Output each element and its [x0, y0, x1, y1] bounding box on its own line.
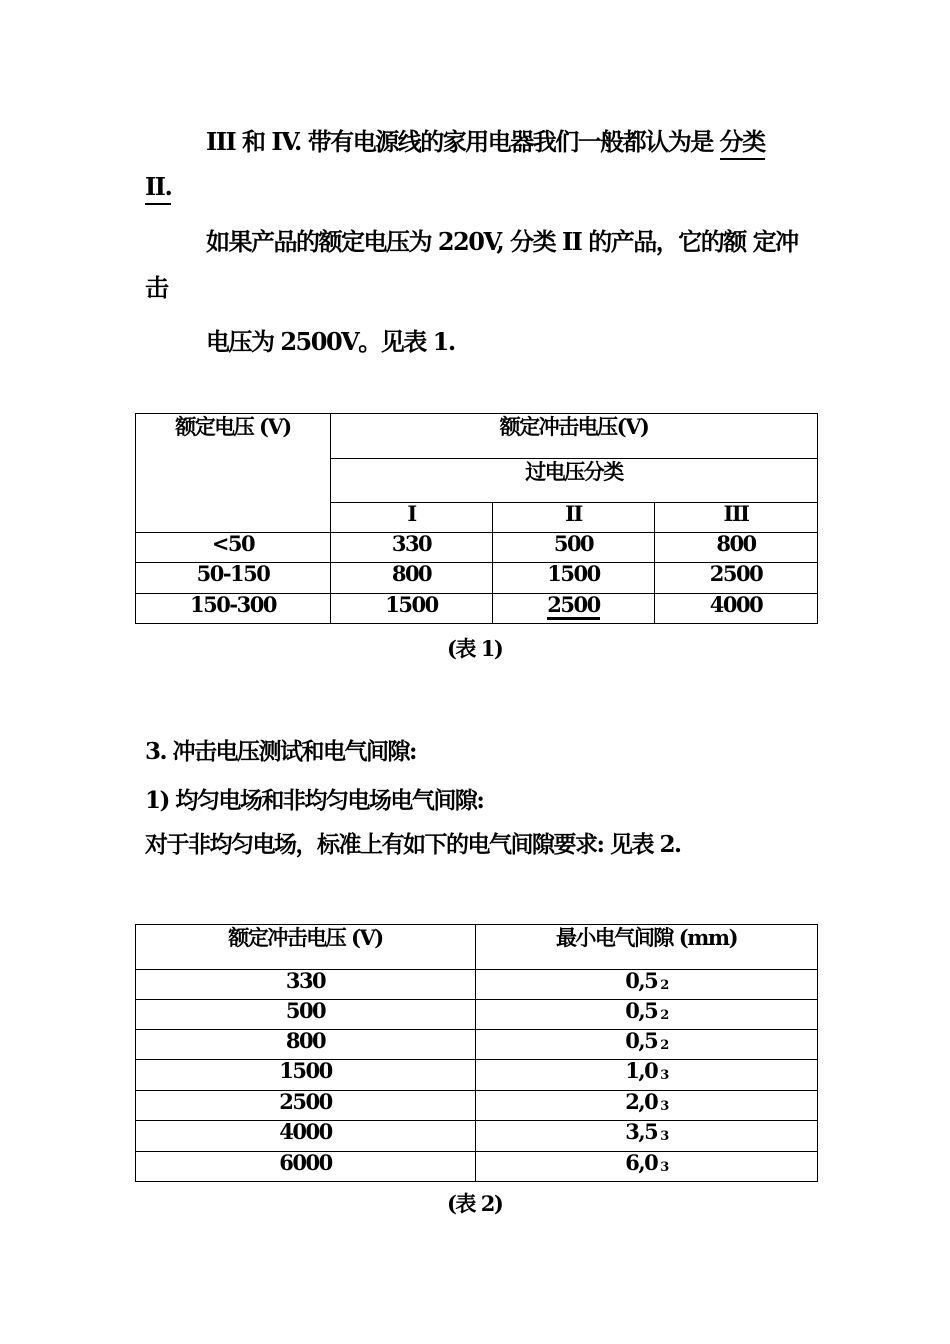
t1-voltage-cell: 150-300 [136, 594, 331, 624]
section-3-text: 对于非均匀电场，标准上有如下的电气间隙要求: 见表 2. [145, 831, 681, 858]
t2-clearance-value: 2,0 [625, 1089, 658, 1114]
table-row [136, 1152, 818, 1182]
para1-line1 [206, 122, 765, 157]
table-row [136, 1121, 818, 1152]
t1-value-cell: 800 [655, 533, 818, 563]
section-3-heading: 3. 冲击电压测试和电气间隙: [145, 738, 417, 765]
t2-clearance-note: 2 [660, 1008, 668, 1023]
t2-voltage-cell: 2500 [136, 1091, 476, 1121]
t2-clearance-cell [476, 1152, 818, 1182]
t2-clearance-note: 3 [660, 1099, 668, 1114]
t1-value-cell: 2500 [655, 563, 818, 594]
table-2-caption: (表 2) [447, 1191, 503, 1216]
t2-voltage-cell: 1500 [136, 1060, 476, 1091]
t2-clearance-cell [476, 1030, 818, 1060]
table-row [136, 1000, 818, 1030]
t2-voltage-cell: 4000 [136, 1121, 476, 1152]
para1-text: III 和 IV. 带有电源线的家用电器我们一般都认为是 [206, 127, 713, 156]
t1-value-cell: 800 [331, 563, 493, 594]
t1-header-rated-voltage: 额定电压 (V) [136, 414, 331, 533]
t2-clearance-value: 0,5 [625, 1028, 658, 1053]
t2-clearance-cell [476, 1000, 818, 1030]
para1-underlined-2: II. [145, 172, 171, 205]
section-3-subheading: 1) 均匀电场和非均匀电场电气间隙: [145, 787, 484, 814]
t2-clearance-note: 3 [660, 1129, 668, 1144]
t2-voltage-cell: 6000 [136, 1152, 476, 1182]
t2-voltage-cell: 800 [136, 1030, 476, 1060]
table-row [136, 1060, 818, 1091]
table-2 [135, 924, 818, 1182]
t1-voltage-cell: 50-150 [136, 563, 331, 594]
table-row [136, 970, 818, 1000]
t2-clearance-note: 2 [660, 1038, 668, 1053]
t1-highlight-value: 2500 [547, 592, 599, 620]
table-1 [135, 413, 818, 624]
t1-category-cell: I [331, 503, 493, 533]
t1-category-cell: III [655, 503, 818, 533]
t2-header-clearance: 最小电气间隙 (mm) [476, 925, 818, 970]
table-row [136, 594, 818, 624]
para2-line2: 击 [145, 273, 168, 302]
t2-clearance-note: 2 [660, 978, 668, 993]
t2-clearance-note: 3 [660, 1068, 668, 1083]
t1-value-cell: 1500 [331, 594, 493, 624]
t1-value-cell: 1500 [493, 563, 655, 594]
t2-clearance-note: 3 [660, 1160, 668, 1175]
t2-clearance-value: 0,5 [625, 998, 658, 1023]
t2-clearance-cell [476, 1121, 818, 1152]
t2-clearance-value: 3,5 [625, 1119, 658, 1144]
table-row [136, 1030, 818, 1060]
t1-header-impulse-voltage: 额定冲击电压(V) [331, 414, 818, 459]
t1-value-cell [493, 594, 655, 624]
para1-underlined: 分类 [720, 127, 765, 160]
t1-category-cell: II [493, 503, 655, 533]
para2-line1: 如果产品的额定电压为 220V, 分类 II 的产品，它的额 定冲 [206, 227, 798, 256]
t2-clearance-value: 6,0 [625, 1150, 658, 1175]
t2-clearance-value: 0,5 [625, 968, 658, 993]
t1-header-category: 过电压分类 [331, 459, 818, 503]
t1-value-cell: 4000 [655, 594, 818, 624]
t2-clearance-cell [476, 1060, 818, 1091]
table-row [136, 533, 818, 563]
t2-clearance-cell [476, 1091, 818, 1121]
para2-line3: 电压为 2500V。见表 1. [206, 327, 455, 356]
t2-voltage-cell: 330 [136, 970, 476, 1000]
table-row [136, 563, 818, 594]
t1-voltage-cell: <50 [136, 533, 331, 563]
t2-clearance-cell [476, 970, 818, 1000]
table-1-caption: (表 1) [447, 636, 503, 661]
para1-line2 [145, 172, 171, 201]
t1-value-cell: 330 [331, 533, 493, 563]
table-row [136, 1091, 818, 1121]
t2-voltage-cell: 500 [136, 1000, 476, 1030]
t2-clearance-value: 1,0 [625, 1058, 658, 1083]
t1-value-cell: 500 [493, 533, 655, 563]
t2-header-impulse: 额定冲击电压 (V) [136, 925, 476, 970]
